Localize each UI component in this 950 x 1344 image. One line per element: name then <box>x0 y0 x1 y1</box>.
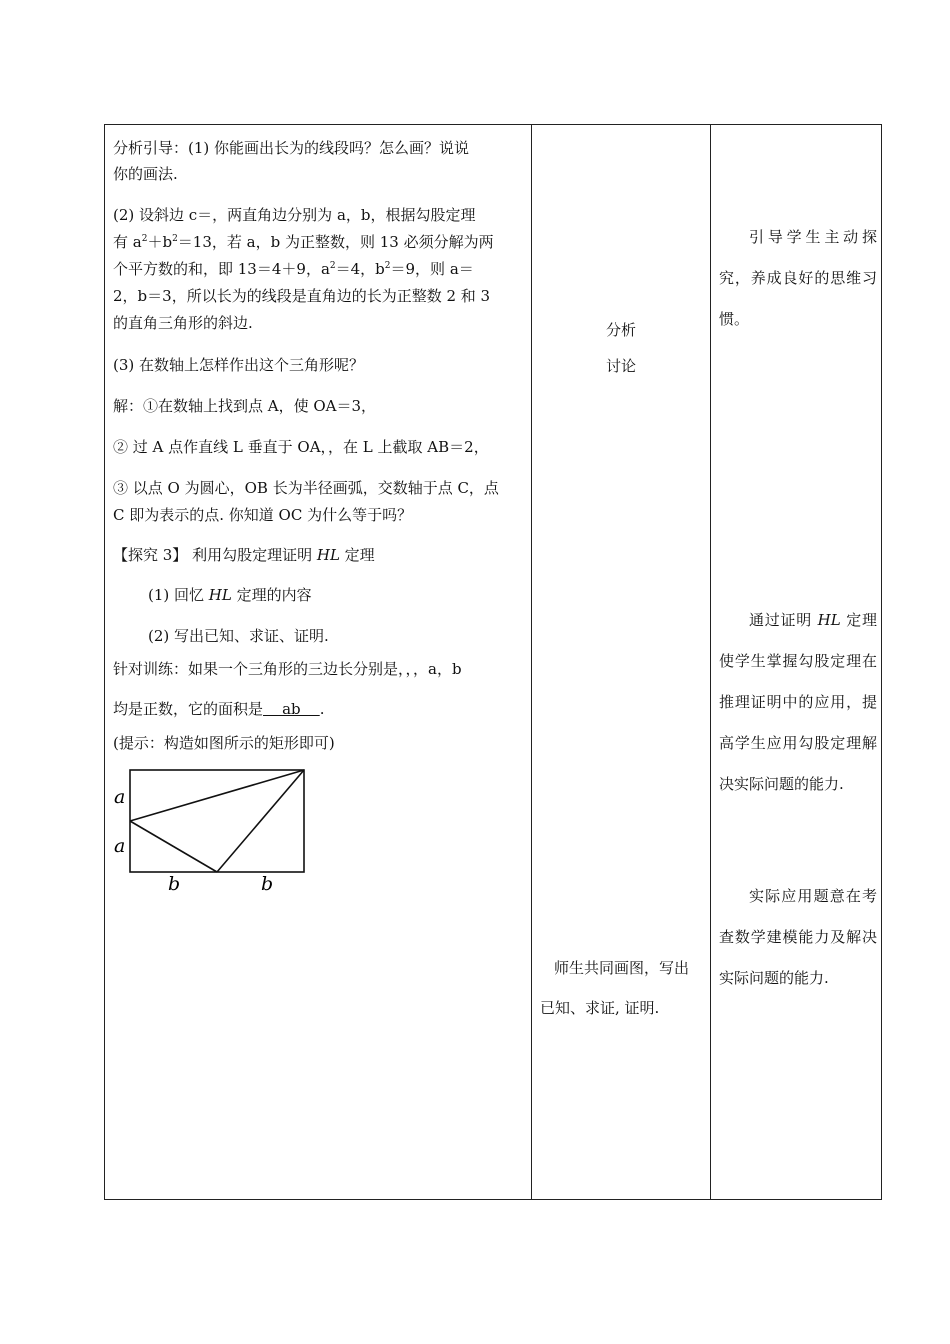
step2-line1: (2) 设斜边 c＝，两直角边分别为 a，b，根据勾股定理 <box>113 206 476 224</box>
intent-guide: 引导学生主动探究，养成良好的思维习惯。 <box>719 228 877 328</box>
activity-discuss: 讨论 <box>606 357 637 375</box>
triangle-side <box>130 770 304 821</box>
activity-analysis: 分析 <box>606 321 637 339</box>
label-b-right: b <box>261 873 274 895</box>
label-b-left: b <box>168 873 181 895</box>
hint: (提示：构造如图所示的矩形即可) <box>113 734 335 752</box>
answer-blank: ab <box>263 700 320 718</box>
rectangle-figure <box>113 765 323 895</box>
solution-step3-line1: ③ 以点 O 为圆心，OB 长为半径画弧，交数轴于点 C，点 <box>113 479 499 497</box>
solution-step3-line2: C 即为表示的点. 你知道 OC 为什么等于吗？ <box>113 506 413 524</box>
outer-rectangle <box>130 770 304 872</box>
activity-draw-line1: 师生共同画图，写出 <box>554 959 690 977</box>
activity-draw-line2: 已知、求证, 证明. <box>540 999 660 1017</box>
training-line2: 均是正数，它的面积是 ab . <box>113 700 325 718</box>
content-column <box>105 125 531 1199</box>
explore3-heading: 【探究 3】 利用勾股定理证明 HL 定理 <box>113 546 375 564</box>
triangle-side <box>130 821 217 872</box>
step2-line4: 2，b＝3，所以长为的线段是直角边的长为正整数 2 和 3 <box>113 287 491 305</box>
step2-line2: 有 $a^2+b^2=13$，若 a，b 为正整数，则 13 必须分解为两 <box>113 233 494 251</box>
step3-question: (3) 在数轴上怎样作出这个三角形呢？ <box>113 356 365 374</box>
solution-step2: ② 过 A 点作直线 L 垂直于 OA，，在 L 上截取 AB＝2， <box>113 438 489 456</box>
step2-line5: 的直角三角形的斜边. <box>113 314 253 332</box>
intent-hl-proof: 通过证明 HL 定理使学生掌握勾股定理在推理证明中的应用，提高学生应用勾股定理解决实际问题的能力. <box>719 611 877 793</box>
lesson-table <box>104 124 882 1200</box>
step2-line3: 个平方数的和，即 13＝4＋9，$a^2=4$，$b^2=9$，则 a＝ <box>113 260 474 278</box>
label-a-bottom: a <box>114 835 126 857</box>
triangle-side <box>217 770 304 872</box>
solution-step1: 解：①在数轴上找到点 A，使 OA＝3， <box>113 397 377 415</box>
intent-column <box>711 125 883 1199</box>
label-a-top: a <box>114 786 126 808</box>
intent-application: 实际应用题意在考查数学建模能力及解决实际问题的能力. <box>719 887 877 987</box>
activity-column <box>532 125 710 1199</box>
write-proof: (2) 写出已知、求证、证明. <box>148 627 329 645</box>
analysis-guide-line2: 你的画法. <box>113 165 178 183</box>
training-line1: 针对训练：如果一个三角形的三边长分别是，，，a，b <box>113 660 462 678</box>
recall-hl: (1) 回忆 HL 定理的内容 <box>148 586 312 604</box>
analysis-guide-line1: 分析引导：(1) 你能画出长为的线段吗？怎么画？说说 <box>113 139 470 157</box>
